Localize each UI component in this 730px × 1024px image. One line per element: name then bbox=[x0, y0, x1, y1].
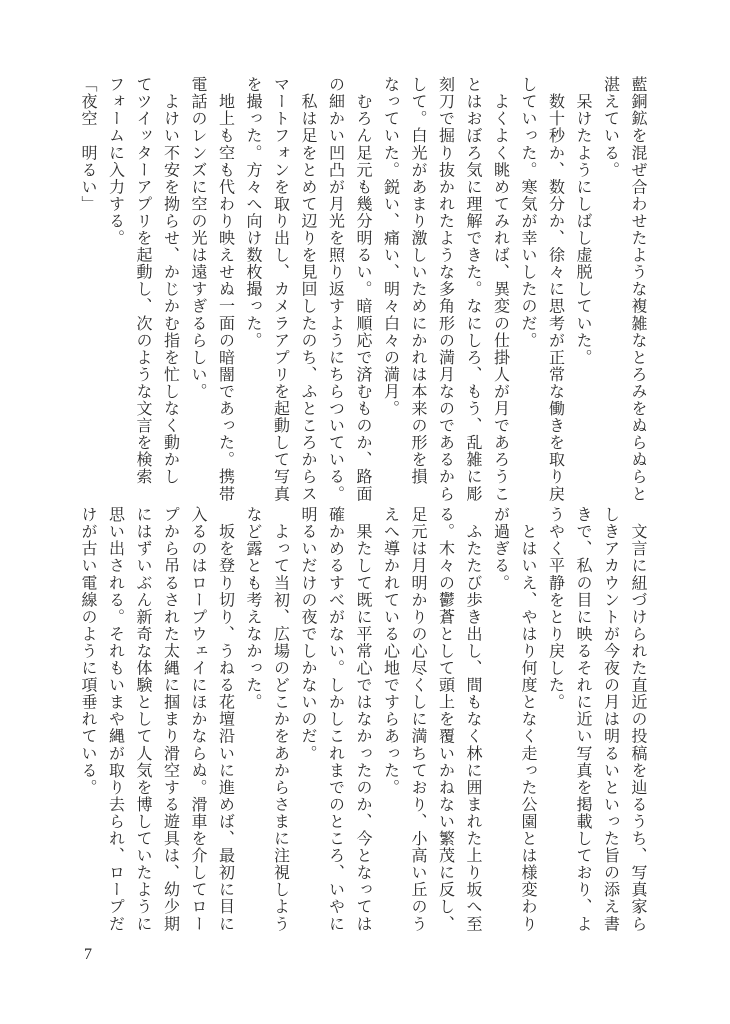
text-line: 足元は月明かりの心尽くしに満ちており、小高い丘のう bbox=[409, 506, 428, 933]
text-line: 数十秒か、数分か、徐々に思考が正常な働きを取り戻 bbox=[546, 76, 566, 503]
text-line: マートフォンを取り出し、カメラアプリを起動して写真 bbox=[271, 76, 291, 503]
page-number: 7 bbox=[84, 946, 92, 963]
text-line: 私は足をとめて辺りを見回したのち、ふところからス bbox=[299, 76, 318, 503]
text-line: 藍銅鉱を混ぜ合わせたような複雑なとろみをぬらぬらと bbox=[629, 76, 648, 503]
text-line: ふたたび歩き出し、間もなく林に囲まれた上り坂へ至 bbox=[464, 506, 483, 933]
text-line: 果たして既に平常心ではなかったのか、今となっては bbox=[354, 506, 373, 933]
text-line: を撮った。方々へ向け数枚撮った。 bbox=[244, 76, 263, 349]
text-line: 電話のレンズに空の光は遠すぎるらしい。 bbox=[189, 76, 208, 400]
text-line: よって当初、広場のどこかをあからさまに注視しよう bbox=[271, 506, 291, 933]
text-line: 思い出される。それもいまや縄が取り去られ、ロープだ bbox=[106, 506, 126, 933]
text-line: 湛えている。 bbox=[601, 76, 621, 179]
text-line: よけい不安を拗らせ、かじかむ指を忙しなく動かし bbox=[161, 76, 181, 486]
text-line: 刻刀で掘り抜かれたような多角形の満月なのであるから bbox=[436, 76, 456, 503]
text-line: とはおぼろ気に理解できた。なにしろ、もう、乱雑に彫 bbox=[464, 76, 483, 503]
text-line: とはいえ、やはり何度となく走った公園とは様変わり bbox=[519, 506, 538, 933]
text-line: にはずいぶん新奇な体験として人気を博していたように bbox=[134, 506, 153, 933]
text-line: むろん足元も幾分明るい。暗順応で済むものか、路面 bbox=[354, 76, 373, 503]
text-line: して。白光があまり激しいためにかれは本来の形を損 bbox=[409, 76, 428, 486]
text-line: していった。寒気が幸いしたのだ。 bbox=[519, 76, 538, 349]
text-line: フォームに入力する。 bbox=[106, 76, 126, 247]
text-line: 呆けたようにしばし虚脱していた。 bbox=[574, 76, 593, 366]
text-line: 坂を登り切り、うねる花壇沿いに進めば、最初に目に bbox=[216, 506, 236, 933]
text-line: えへ導かれている心地ですらあった。 bbox=[381, 506, 401, 796]
text-line: 明るいだけの夜でしかないのだ。 bbox=[299, 506, 318, 762]
text-line: 入るのはロープウェイにほかならぬ。滑車を介してロー bbox=[189, 506, 208, 933]
lower-text-block bbox=[75, 506, 653, 933]
text-line: プから吊るされた太縄に掴まり滑空する遊具は、幼少期 bbox=[161, 506, 181, 933]
text-line: の細かい凹凸が月光を照り返すようにちらついている。 bbox=[326, 76, 346, 503]
text-line: なっていた。鋭い、痛い、明々白々の満月。 bbox=[381, 76, 401, 417]
text-line: 「夜空 明るい」 bbox=[79, 76, 98, 213]
text-line: よくよく眺めてみれば、異変の仕掛人が月であろうこ bbox=[491, 76, 511, 503]
text-line: てツイッターアプリを起動し、次のような文言を検索 bbox=[134, 76, 153, 486]
text-line: 確かめるすべがない。しかしこれまでのところ、いやに bbox=[326, 506, 346, 933]
text-line: きで、私の目に映るそれに近い写真を掲載しており、よ bbox=[574, 506, 593, 933]
text-line: 地上も空も代わり映えせぬ一面の暗闇であった。携帯 bbox=[216, 76, 236, 503]
upper-text-block bbox=[75, 76, 653, 503]
text-line: しきアカウントが今夜の月は明るいといった旨の添え書 bbox=[601, 506, 621, 933]
text-line: など露とも考えなかった。 bbox=[244, 506, 263, 711]
text-line: けが古い電線のように項垂れている。 bbox=[79, 506, 98, 796]
text-line: 文言に紐づけられた直近の投稿を辿るうち、写真家ら bbox=[629, 506, 648, 933]
text-line: が過ぎる。 bbox=[491, 506, 511, 592]
text-line: うやく平静をとり戻した。 bbox=[546, 506, 566, 711]
text-line: る。木々の鬱蒼として頭上を覆いかねない繁茂に反し、 bbox=[436, 506, 456, 933]
